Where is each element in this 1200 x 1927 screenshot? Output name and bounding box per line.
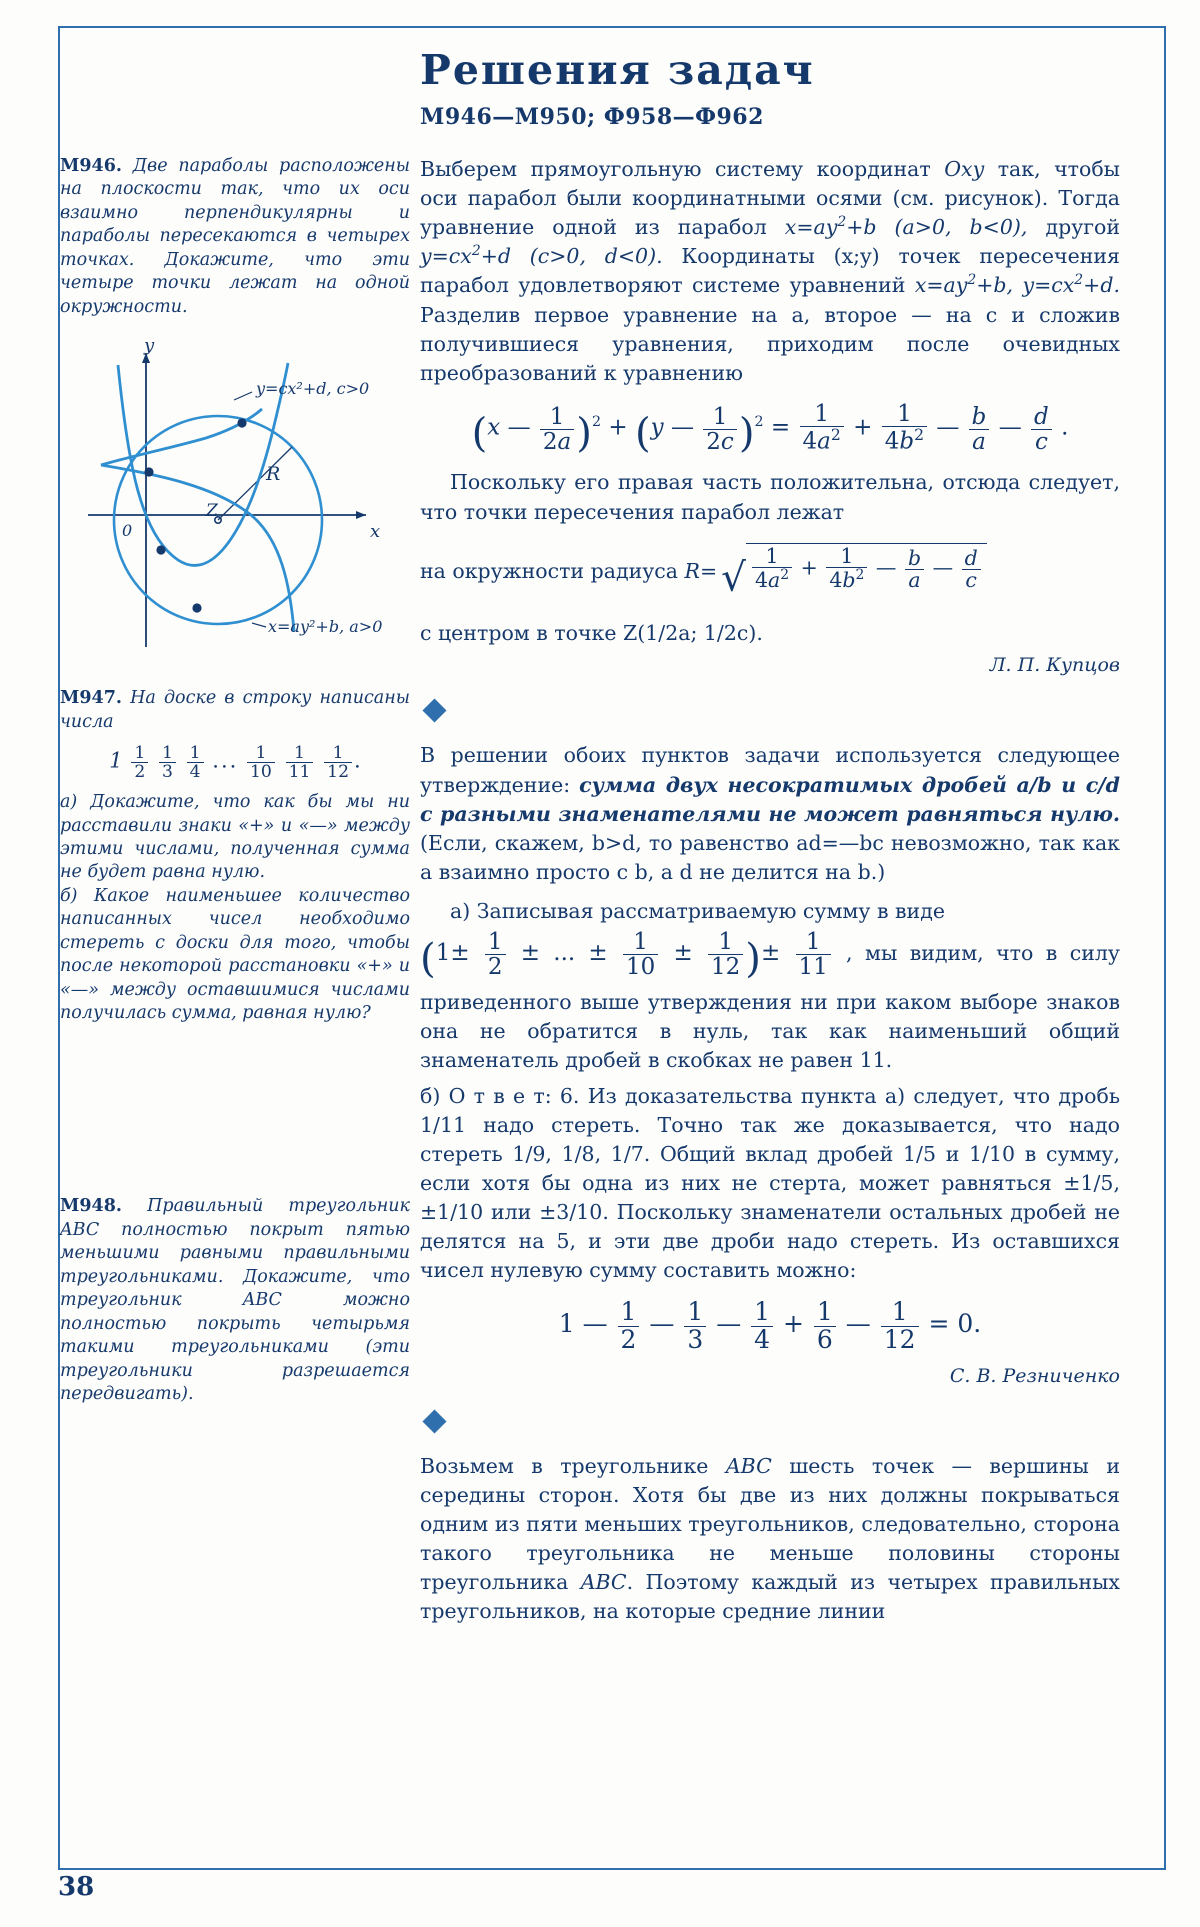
solution-m947-paragraph-a (420, 897, 1120, 1076)
sol948-abc-1: ABC (725, 1453, 772, 1478)
figure-origin-label: 0 (122, 521, 133, 541)
solution-m947-paragraph-1 (420, 741, 1120, 887)
problem-m947-part-a: а) Докажите, что как бы мы ни расставили знаки «+» и «—» между этими числами, полученная сумма не будет равна нулю. (60, 792, 410, 883)
page-number: 38 (58, 1872, 95, 1902)
sol946-eq3: $x=ay^2+b$, $y=cx^2+d$. (914, 272, 1120, 298)
problem-m948-label: М948. (60, 1196, 122, 1217)
sol946-eq1: $x=ay^2+b$ (a>0, b<0), (784, 214, 1028, 240)
section-divider-diamond-2 (422, 1409, 446, 1433)
sol947-p2b: , мы видим, что в силу приведенного выше утверждения ни при каком выборе знаков она не обратится в нуль, так как наименьший общий знаменатель дробей в скобках не равен 11. (420, 941, 1120, 1073)
figure-lower-curve-label: x=ay²+b, a>0 (268, 617, 383, 637)
sol946-p1d: Координаты (x;y) точек пересечения парабол удовлетворяют системе уравнений (420, 244, 1120, 298)
figure-center-label: Z (206, 501, 218, 522)
solution-m947-author: С. В. Резниченко (949, 1364, 1120, 1387)
figure-upper-curve-label: y=cx²+d, c>0 (256, 379, 370, 399)
page-title: Решения задач (420, 46, 815, 94)
solution-m946-paragraph-4: с центром в точке Z(1/2a; 1/2c). (420, 621, 763, 646)
section-divider-diamond-1 (422, 699, 446, 723)
solution-m946-paragraph-3 (420, 543, 1120, 606)
sol946-radius-formula: √ $\frac{1}{4a^2}$ + $\frac{1}{4b^2}$ — $\frac{b}{a}$ — $\frac{d}{c}$ (717, 543, 987, 606)
sol947-p1a: В решении обоих пунктов задачи используется следующее утверждение: (420, 743, 1120, 797)
problem-m946 (60, 155, 410, 319)
sol946-R-label: R= (684, 558, 718, 583)
problem-m947-intro-text: На доске в строку написаны числа (60, 688, 410, 732)
sol947-sum-expression: (1± $\frac{1}{2}$ ± ... ± $\frac{1}{10}$ ± $\frac{1}{12}$ )± $\frac{1}{11}$ , мы видим, что в силу приведенного выше утверждения ни при каком выборе знаков она не обратится в нуль, так как наименьший общий знаменатель дробей в скобках не равен 11. (420, 929, 1120, 1073)
page-header (420, 46, 1120, 130)
solution-m947-final-equation: 1 — $\frac{1}{2}$ — $\frac{1}{3}$ — $\frac{1}{4}$ + $\frac{1}{6}$ — $\frac{1}{12}$ = 0. (558, 1297, 982, 1354)
sol948-abc-2: ABC (580, 1570, 627, 1595)
problem-m947-label: М947. (60, 688, 122, 709)
sol946-p1c: другой (1027, 215, 1120, 240)
sol946-p3a: на окружности радиуса (420, 558, 685, 583)
sol946-oxy: Oxy (944, 157, 985, 181)
sol947-statement: сумма двух несократимых дробей a/b и c/d с разными знаменателями не может равняться нулю. (420, 772, 1121, 826)
problem-m948 (60, 1195, 410, 1406)
solution-m946-equation: (x — $\frac{1}{2a}$ )$^2$ + (y — $\frac{1}{2c}$ )$^2$ = $\frac{1}{4a^2}$ + $\frac{1}{4b^2}$ — $\frac{b}{a}$ — $\frac{d}{c}$ . (471, 400, 1069, 457)
problem-m946-label: М946. (60, 156, 122, 176)
solution-m948-paragraph-1 (420, 1452, 1120, 1627)
left-column (60, 155, 410, 1406)
sol948-p1b: шесть точек — вершины и середины сторон. Хотя бы две из них должны покрываться одним из пяти меньших треугольников, следовательно, сторона такого треугольника не меньше половины стороны треугольника (420, 1453, 1120, 1595)
problem-m947-series: 1 $\frac{1}{2}$ $\frac{1}{3}$ $\frac{1}{4}$ ... $\frac{1}{10}$ $\frac{1}{11}$ $\frac{1}{12}$ . (109, 742, 361, 783)
page-subtitle: М946—М950; Ф958—Ф962 (420, 104, 764, 130)
sol947-p2a: а) Записывая рассматриваемую сумму в виде (450, 899, 945, 924)
sol948-p1c: . Поэтому каждый из четырех правильных треугольников, на которые средние линии (420, 1570, 1120, 1624)
sol946-p1a: Выберем прямоугольную систему координат (420, 157, 945, 181)
figure-axis-x-label: x (370, 521, 381, 543)
problem-m947-intro (60, 687, 410, 734)
sol948-p1a: Возьмем в треугольнике (420, 1453, 726, 1478)
sol946-p1b: так, чтобы оси парабол были координатными осями (см. рисунок). Тогда уравнение одной из парабол (420, 157, 1120, 240)
problem-m947-part-b: б) Какое наименьшее количество написанных чисел необходимо стереть с доски для того, чтобы после некоторой расстановки «+» и «—» между оставшимися числами получилась сумма, равная нулю? (60, 885, 410, 1024)
problem-m948-text: Правильный треугольник ABC полностью покрыт пятью меньшими равными правильными треугольниками. Докажите, что треугольник ABC можно полностью покрыть четырьмя такими треугольниками (эти треугольники разрешается передвигать). (60, 1196, 410, 1404)
sol947-p1b: (Если, скажем, b>d, то равенство ad=—bc невозможно, так как a взаимно просто с b, а d не делится на b.) (420, 830, 1120, 884)
figure-axis-y-label: y (144, 335, 155, 357)
solution-m947-paragraph-b: б) О т в е т: 6. Из доказательства пункта а) следует, что дробь 1/11 надо стереть. Точно так же доказывается, что надо стереть 1/9, 1/8, 1/7. Общий вклад дробей 1/5 и 1/10 в сумму, если хотя бы одна из них не стерта, может равняться ±1/5, ±1/10 или ±3/10. Поскольку знаменатели остальных дробей не делятся на 5, и эти две дроби надо стереть. Из оставшихся чисел нулевую сумму составить можно: (420, 1083, 1120, 1283)
figure-parabolas-circle (66, 335, 396, 665)
sol946-p1e: Разделив первое уравнение на a, второе — на c и сложив получившиеся уравнения, приходим после очевидных преобразований к уравнению (420, 302, 1120, 385)
solution-m946-paragraph-2: Поскольку его правая часть положительна, отсюда следует, что точки пересечения парабол лежат (420, 470, 1120, 524)
solution-m946-paragraph-1 (420, 155, 1120, 388)
problem-m946-text: Две параболы расположены на плоскости так, что их оси взаимно перпендикулярны и параболы пересекаются в четырех точках. Докажите, что эти четыре точки лежат на одной окружности. (60, 156, 410, 317)
solution-m946-author: Л. П. Купцов (989, 654, 1120, 677)
right-column (420, 155, 1120, 1626)
sol946-eq2: $y=cx^2+d$ (c>0, d<0). (420, 243, 663, 269)
figure-radius-label: R (266, 463, 281, 486)
